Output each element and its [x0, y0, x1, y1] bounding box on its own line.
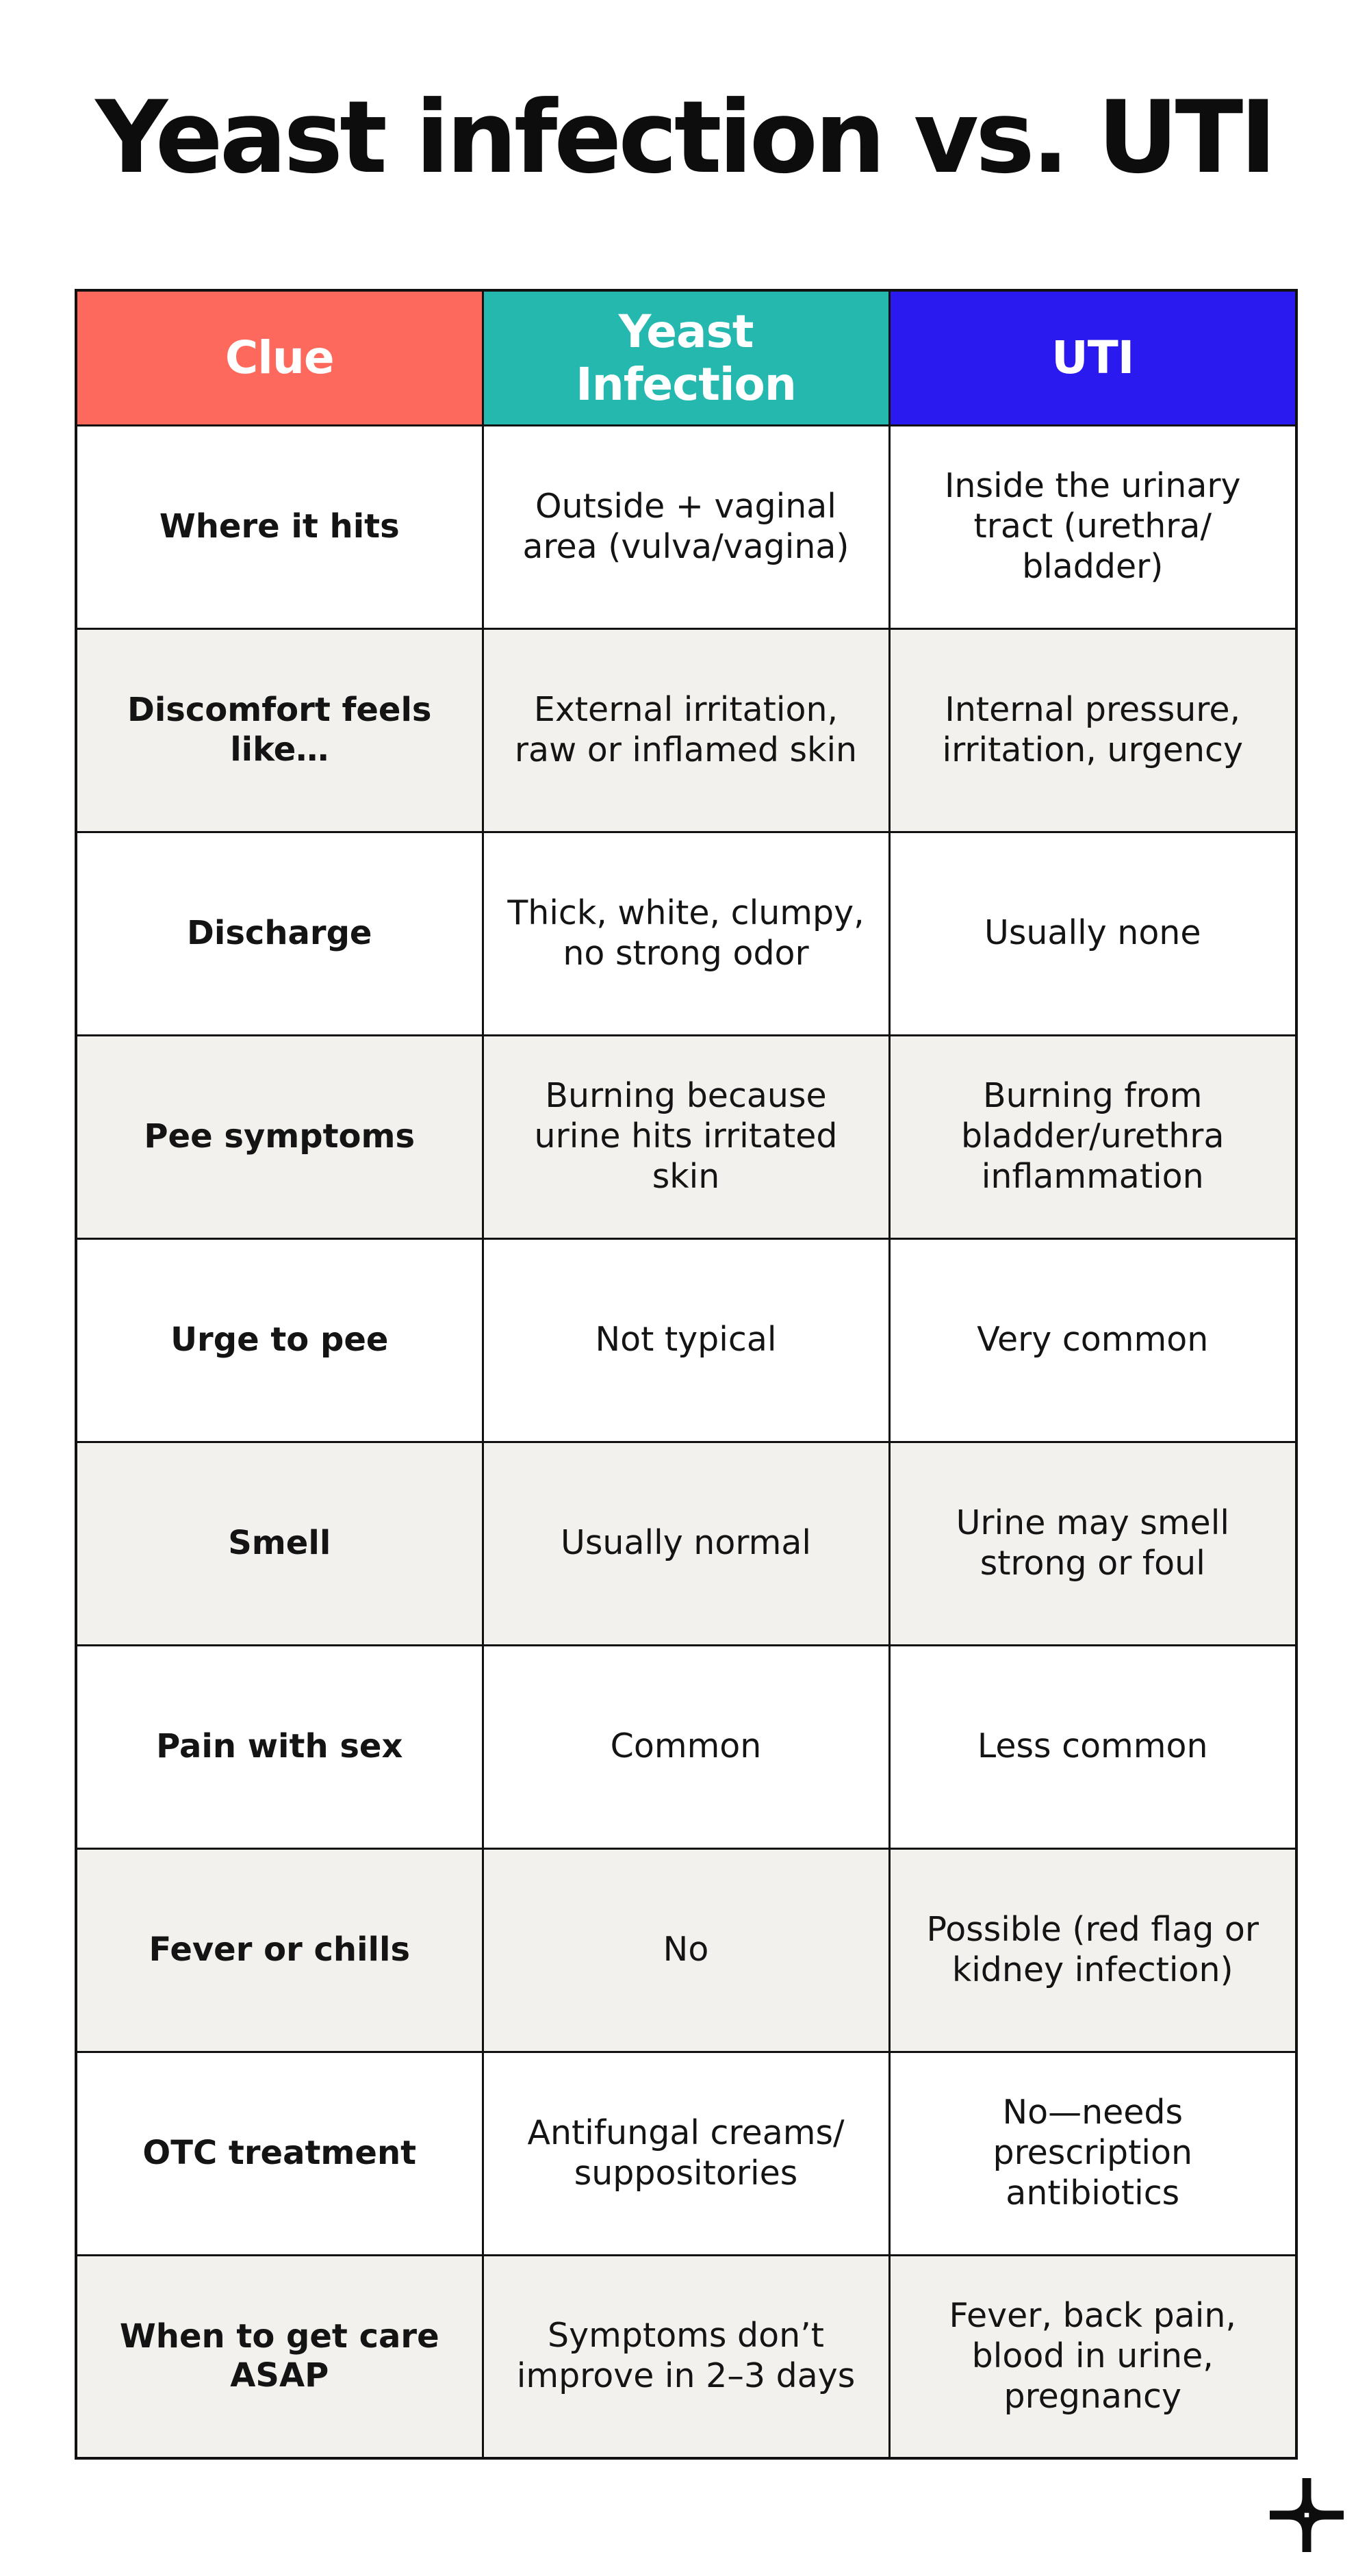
table-row [76, 1645, 1296, 1848]
clue-cell: When to get care ASAP [76, 2255, 483, 2458]
clue-cell: Urge to pee [76, 1238, 483, 1442]
yeast-cell: Common [483, 1645, 889, 1848]
yeast-cell: External irritation, raw or inflamed skin [483, 628, 889, 832]
clue-cell: Pee symptoms [76, 1035, 483, 1238]
yeast-cell: Antifungal creams/ suppositories [483, 2052, 889, 2255]
brand-starburst-logo-icon [1270, 2478, 1344, 2552]
header-clue: Clue [76, 290, 483, 425]
clue-cell: OTC treatment [76, 2052, 483, 2255]
table-row [76, 1442, 1296, 1645]
clue-cell: Discomfort feels like… [76, 628, 483, 832]
uti-cell: No—needs prescription antibiotics [889, 2052, 1296, 2255]
clue-cell: Fever or chills [76, 1848, 483, 2052]
table-row [76, 1238, 1296, 1442]
uti-cell: Very common [889, 1238, 1296, 1442]
yeast-cell: Outside + vaginal area (vulva/vagina) [483, 425, 889, 628]
table-row [76, 832, 1296, 1035]
yeast-cell: Thick, white, clumpy, no strong odor [483, 832, 889, 1035]
header-row [76, 290, 1296, 425]
clue-cell: Where it hits [76, 425, 483, 628]
header-yeast-infection: Yeast Infection [483, 290, 889, 425]
page-title: Yeast infection vs. UTI [95, 79, 1274, 196]
clue-cell: Pain with sex [76, 1645, 483, 1848]
table-row [76, 2255, 1296, 2458]
uti-cell: Less common [889, 1645, 1296, 1848]
table-row [76, 628, 1296, 832]
uti-cell: Usually none [889, 832, 1296, 1035]
clue-cell: Discharge [76, 832, 483, 1035]
uti-cell: Inside the urinary tract (urethra/ bladder) [889, 425, 1296, 628]
uti-cell: Possible (red flag or kidney infection) [889, 1848, 1296, 2052]
uti-cell: Fever, back pain, blood in urine, pregnancy [889, 2255, 1296, 2458]
yeast-cell: Usually normal [483, 1442, 889, 1645]
yeast-cell: Symptoms don’t improve in 2–3 days [483, 2255, 889, 2458]
yeast-cell: Not typical [483, 1238, 889, 1442]
yeast-cell: Burning because urine hits irritated skin [483, 1035, 889, 1238]
table-row [76, 1035, 1296, 1238]
clue-cell: Smell [76, 1442, 483, 1645]
comparison-table [75, 289, 1298, 2460]
table-row [76, 1848, 1296, 2052]
table-row [76, 425, 1296, 628]
yeast-cell: No [483, 1848, 889, 2052]
uti-cell: Burning from bladder/urethra inflammation [889, 1035, 1296, 1238]
table-row [76, 2052, 1296, 2255]
header-uti: UTI [889, 290, 1296, 425]
uti-cell: Internal pressure, irritation, urgency [889, 628, 1296, 832]
uti-cell: Urine may smell strong or foul [889, 1442, 1296, 1645]
